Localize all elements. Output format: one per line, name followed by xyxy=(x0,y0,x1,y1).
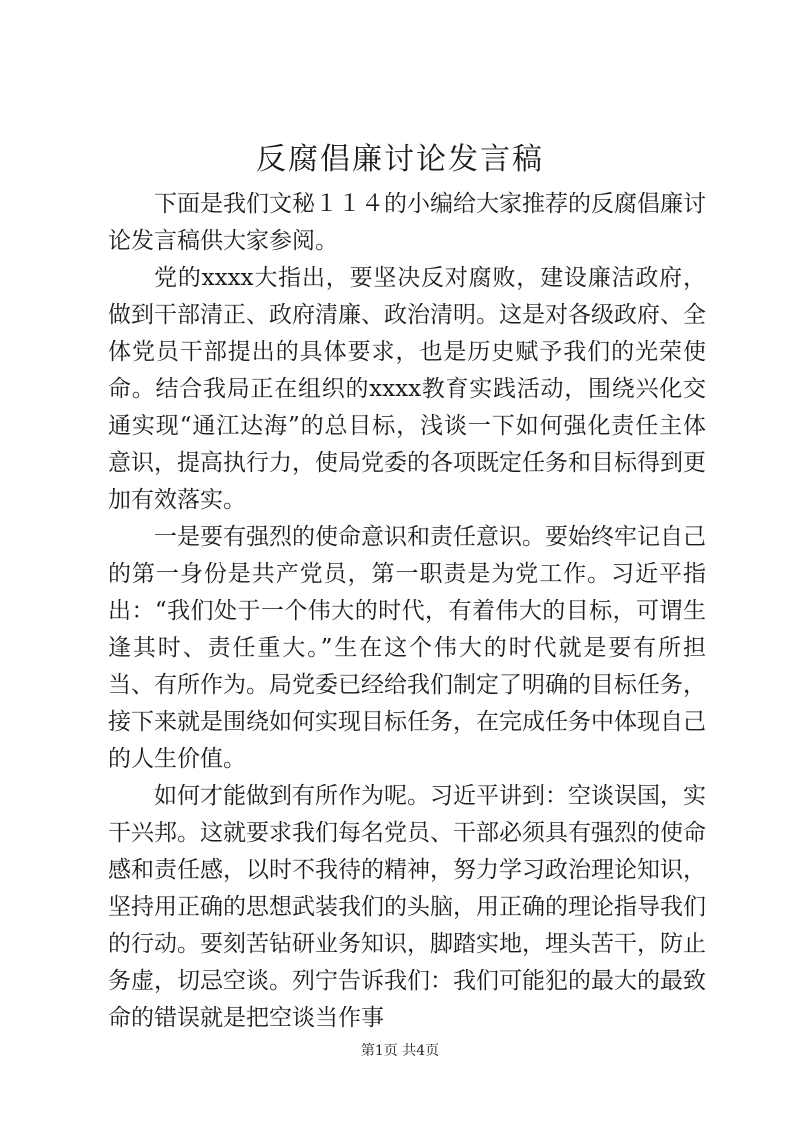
paragraph-intro: 下面是我们文秘１１４的小编给大家推荐的反腐倡廉讨论发言稿供大家参阅。 xyxy=(108,191,706,254)
document-body xyxy=(108,186,706,1037)
paragraph-mission: 一是要有强烈的使命意识和责任意识。要始终牢记自己的第一身份是共产党员，第一职责是为党工作。习近平指出：“我们处于一个伟大的时代，有着伟大的目标，可谓生逢其时、责任重大。”生在这个伟大的时代就是要有所担当、有所作为。局党委已经给我们制定了明确的目标任务，接下来就是围绕如何实现目标任务，在完成任务中体现自己的人生价值。 xyxy=(108,524,706,772)
page-number-footer: 第1页 共4页 xyxy=(360,1043,440,1059)
paragraph-action: 如何才能做到有所作为呢。习近平讲到：空谈误国，实干兴邦。这就要求我们每名党员、干部必须具有强烈的使命感和责任感，以时不我待的精神，努力学习政治理论知识，坚持用正确的思想武装我们的头脑，用正确的理论指导我们的行动。要刻苦钻研业务知识，脚踏实地，埋头苦干，防止务虚，切忌空谈。列宁告诉我们：我们可能犯的最大的最致命的错误就是把空谈当作事 xyxy=(108,783,706,1031)
document-title: 反腐倡廉讨论发言稿 xyxy=(256,142,544,177)
paragraph-congress: 党的xxxx大指出，要坚决反对腐败，建设廉洁政府，做到干部清正、政府清廉、政治清明。这是对各级政府、全体党员干部提出的具体要求，也是历史赋予我们的光荣使命。结合我局正在组织的xxxx教育实践活动，围绕兴化交通实现“通江达海”的总目标，浅谈一下如何强化责任主体意识，提高执行力，使局党委的各项既定任务和目标得到更加有效落实。 xyxy=(108,265,706,513)
